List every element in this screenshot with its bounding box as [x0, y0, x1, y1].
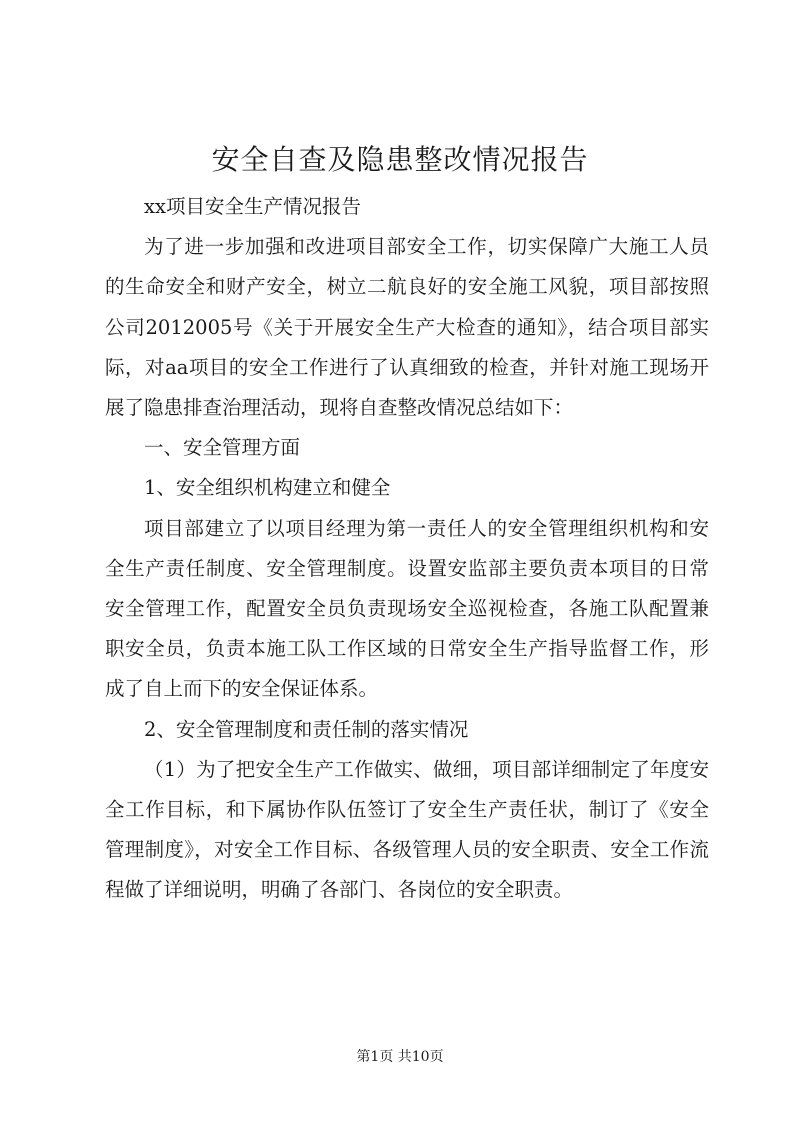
page-number-footer: 第1页 共10页	[356, 1049, 444, 1065]
document-title: 安全自查及隐患整改情况报告	[211, 143, 589, 176]
intro-paragraph: 为了进一步加强和改进项目部安全工作，切实保障广大施工人员的生命安全和财产安全，树立二航良好的安全施工风貌，项目部按照公司2012005号《关于开展安全生产大检查的通知》，结合项目部实际，对aa项目的安全工作进行了认真细致的检查，并针对施工现场开展了隐患排查治理活动，现将自查整改情况总结如下：	[105, 235, 709, 420]
section-heading-safety-management: 一、安全管理方面	[144, 436, 301, 460]
implementation-paragraph: （1）为了把安全生产工作做实、做细，项目部详细制定了年度安全工作目标，和下属协作队伍签订了安全生产责任状，制订了《安全管理制度》，对安全工作目标、各级管理人员的安全职责、安全工作流程做了详细说明，明确了各部门、各岗位的安全职责。	[105, 757, 709, 902]
organization-paragraph: 项目部建立了以项目经理为第一责任人的安全管理组织机构和安全生产责任制度、安全管理制度。设置安监部主要负责本项目的日常安全管理工作，配置安全员负责现场安全巡视检查，各施工队配置兼职安全员，负责本施工队工作区域的日常安全生产指导监督工作，形成了自上而下的安全保证体系。	[105, 516, 709, 701]
subsection-heading-implementation: 2、安全管理制度和责任制的落实情况	[144, 717, 469, 741]
report-subtitle: xx项目安全生产情况报告	[144, 195, 361, 218]
document-body	[105, 187, 709, 911]
subsection-heading-organization: 1、安全组织机构建立和健全	[144, 476, 391, 500]
